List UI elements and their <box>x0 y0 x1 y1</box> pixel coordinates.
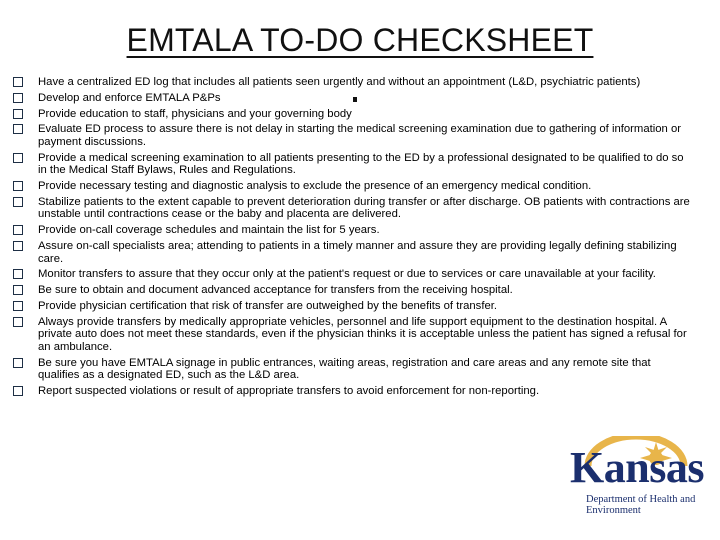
checklist-item <box>12 108 690 121</box>
checklist-item-text: Report suspected violations or result of appropriate transfers to avoid enforcement for non-reporting. <box>38 385 540 398</box>
checklist-item <box>12 152 690 177</box>
checklist-item-text: Provide education to staff, physicians and your governing body <box>38 107 352 120</box>
checklist-item-text: Provide a medical screening examination to all patients presenting to the ED by a professional designated to be qualified to do so in the Medical Staff Bylaws, Rules and Regulations. <box>38 151 684 177</box>
checklist-item <box>12 123 690 148</box>
checklist-item <box>12 92 690 105</box>
checklist-item-text: Provide on-call coverage schedules and maintain the list for 5 years. <box>38 224 380 237</box>
checklist-item-text: Monitor transfers to assure that they occur only at the patient's request or due to services or care unavailable at your facility. <box>38 268 656 281</box>
checklist-item-text: Assure on-call specialists area; attending to patients in a timely manner and assure they are providing legally defining stabilizing care. <box>38 240 677 265</box>
checklist-item-text: Be sure to obtain and document advanced acceptance for transfers from the receiving hospital. <box>38 284 513 297</box>
kdhe-logo <box>558 436 704 516</box>
checklist-item <box>12 300 690 313</box>
checklist-item <box>12 180 690 193</box>
checklist-item-text: Be sure you have EMTALA signage in public entrances, waiting areas, registration and care areas and any remote site that qualifies as a designated ED, such as the L&D area. <box>38 356 651 382</box>
checkbox-icon[interactable] <box>13 241 23 251</box>
checkbox-icon[interactable] <box>13 93 23 103</box>
checklist-item <box>12 268 690 281</box>
checklist-item <box>12 385 690 398</box>
checkbox-icon[interactable] <box>13 77 23 87</box>
title-container <box>0 22 720 59</box>
checkbox-icon[interactable] <box>13 317 23 327</box>
checkbox-icon[interactable] <box>13 197 23 207</box>
kansas-wordmark: Kansas <box>570 443 704 492</box>
checkbox-icon[interactable] <box>13 358 23 368</box>
checklist-item-text: Evaluate ED process to assure there is not delay in starting the medical screening examination due to gathering of information or payment discussions. <box>38 123 682 148</box>
checklist-item-text: Have a centralized ED log that includes all patients seen urgently and without an appointment (L&D, psychiatric patients) <box>38 76 641 88</box>
checklist-item-text: Always provide transfers by medically appropriate vehicles, personnel and life support equipment to the destination hospital. A private auto does not meet these standards, even if the physician thinks it is acceptable unless the patient has signed a refusal for an ambulance. <box>38 315 687 353</box>
checklist-item-text: Develop and enforce EMTALA P&Ps <box>38 91 221 104</box>
checkbox-icon[interactable] <box>13 153 23 163</box>
checkbox-icon[interactable] <box>13 225 23 235</box>
checklist-item <box>12 284 690 297</box>
department-name: Department of Health and Environment <box>586 494 696 516</box>
checklist-item <box>12 76 690 89</box>
checklist-item-text: Stabilize patients to the extent capable to prevent deterioration during transfer or after discharge. OB patients with contractions are unstable until contractions cease or the baby and placenta are delivered. <box>38 195 690 221</box>
checkbox-icon[interactable] <box>13 269 23 279</box>
checklist-item-text: Provide necessary testing and diagnostic analysis to exclude the presence of an emergency medical condition. <box>38 180 592 193</box>
checkbox-icon[interactable] <box>13 181 23 191</box>
checklist <box>12 76 690 401</box>
checkbox-icon[interactable] <box>13 124 23 134</box>
checklist-item-text: Provide physician certification that risk of transfer are outweighed by the benefits of transfer. <box>38 299 498 312</box>
checklist-item <box>12 196 690 221</box>
checklist-item <box>12 240 690 265</box>
checklist-item <box>12 316 690 354</box>
page-title: EMTALA TO-DO CHECKSHEET <box>126 22 594 58</box>
checkbox-icon[interactable] <box>13 109 23 119</box>
checklist-item <box>12 224 690 237</box>
checkbox-icon[interactable] <box>13 386 23 396</box>
checklist-item <box>12 357 690 382</box>
checkbox-icon[interactable] <box>13 285 23 295</box>
checkbox-icon[interactable] <box>13 301 23 311</box>
